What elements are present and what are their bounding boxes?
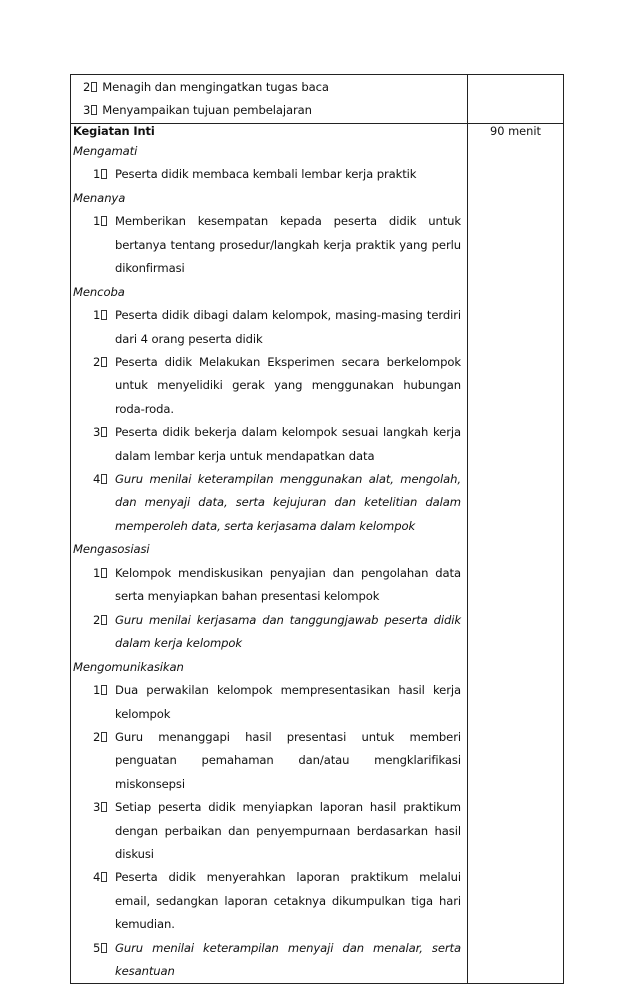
item-number-text: 5: [93, 940, 101, 955]
missing-glyph-icon: [101, 872, 107, 882]
item-number-text: 1: [93, 308, 101, 323]
list-item: [93, 937, 461, 984]
missing-glyph-icon: [91, 82, 97, 92]
list-item: [93, 866, 461, 936]
list-item: [93, 421, 461, 468]
item-number: [93, 726, 115, 796]
list-item: [93, 796, 461, 866]
item-text: Peserta didik bekerja dalam kelompok sesuai langkah kerja dalam lembar kerja untuk mendapatkan data: [115, 425, 461, 463]
item-number-text: 1: [93, 565, 101, 580]
section-heading-kegiatan-inti: Kegiatan Inti: [73, 123, 155, 138]
item-number: 3: [83, 103, 91, 118]
item-text: Kelompok mendiskusikan penyajian dan pengolahan data serta menyiapkan bahan presentasi kelompok: [115, 565, 461, 604]
list-item: [93, 562, 461, 609]
missing-glyph-icon: [101, 357, 107, 367]
list-item: [93, 679, 461, 726]
item-text: Guru menilai keterampilan menyaji dan menalar, serta kesantuan: [115, 940, 461, 978]
missing-glyph-icon: [101, 802, 107, 812]
item-text: Guru menilai keterampilan menggunakan alat, mengolah, dan menyaji data, serta kejujuran dan ketelitian dalam memperoleh data, serta kerjasama dalam kelompok: [115, 472, 461, 533]
missing-glyph-icon: [101, 943, 107, 953]
subsection-title-mengasosiasi: Mengasosiasi: [73, 542, 150, 557]
subsection-title-mengomunikasikan: Mengomunikasikan: [73, 659, 184, 674]
list-item: [93, 726, 461, 796]
item-number: [93, 421, 115, 468]
item-text: Guru menilai kerjasama dan tanggungjawab peserta didik dalam kerja kelompok: [115, 612, 461, 651]
table-row: [71, 123, 564, 984]
core-activities-cell: [71, 123, 468, 984]
item-number: [93, 796, 115, 866]
item-number: [93, 304, 115, 351]
list-item: [93, 609, 461, 656]
item-text: Peserta didik Melakukan Eksperimen secara berkelompok untuk menyelidiki gerak yang menggunakan hubungan roda-roda.: [115, 355, 461, 416]
item-number-text: 3: [93, 800, 101, 815]
empty-duration-cell: [468, 75, 564, 124]
list-item: [71, 76, 467, 99]
item-number: [93, 210, 115, 280]
item-number-text: 1: [93, 214, 101, 229]
item-number-text: 4: [93, 472, 101, 487]
list-item: [93, 468, 461, 538]
item-number-text: 4: [93, 870, 101, 885]
item-number: [93, 937, 115, 984]
item-number: [93, 351, 115, 421]
missing-glyph-icon: [101, 310, 107, 320]
item-number-text: 1: [93, 167, 101, 182]
item-number: [93, 679, 115, 726]
item-number-text: 2: [93, 729, 101, 744]
item-number: [93, 562, 115, 609]
duration-cell: [468, 123, 564, 984]
item-number-text: 3: [93, 425, 101, 440]
item-number-text: 1: [93, 683, 101, 698]
subsection-title-mencoba: Mencoba: [73, 284, 125, 299]
missing-glyph-icon: [101, 685, 107, 695]
item-number-text: 2: [93, 612, 101, 627]
list-item: [93, 163, 461, 186]
missing-glyph-icon: [101, 474, 107, 484]
missing-glyph-icon: [91, 105, 97, 115]
opening-activities-cell: [71, 75, 468, 124]
item-text: Menagih dan mengingatkan tugas baca: [102, 80, 329, 94]
item-text: Memberikan kesempatan kepada peserta didik untuk bertanya tentang prosedur/langkah kerja praktik yang perlu dikonfirmasi: [115, 214, 461, 276]
item-text: Peserta didik membaca kembali lembar kerja praktik: [115, 167, 417, 182]
list-item: [93, 351, 461, 421]
missing-glyph-icon: [101, 568, 107, 578]
item-text: Peserta didik menyerahkan laporan praktikum melalui email, sedangkan laporan cetaknya dikumpulkan tiga hari kemudian.: [115, 870, 461, 932]
missing-glyph-icon: [101, 615, 107, 625]
subsection-title-mengamati: Mengamati: [73, 143, 138, 158]
subsection-title-menanya: Menanya: [73, 190, 126, 205]
list-item: [71, 99, 467, 122]
lesson-plan-table: [70, 74, 564, 984]
item-number: [93, 163, 115, 186]
item-text: Peserta didik dibagi dalam kelompok, masing-masing terdiri dari 4 orang peserta didik: [115, 308, 461, 346]
item-text: Menyampaikan tujuan pembelajaran: [102, 103, 312, 118]
missing-glyph-icon: [101, 216, 107, 226]
missing-glyph-icon: [101, 169, 107, 179]
item-number: [93, 866, 115, 936]
table-row: [71, 75, 564, 124]
item-text: Guru menanggapi hasil presentasi untuk memberi penguatan pemahaman dan/atau mengklarifikasi miskonsepsi: [115, 729, 461, 791]
item-text: Dua perwakilan kelompok mempresentasikan hasil kerja kelompok: [115, 683, 461, 721]
item-number: [93, 609, 115, 656]
item-number: [93, 468, 115, 538]
item-text: Setiap peserta didik menyiapkan laporan hasil praktikum dengan perbaikan dan penyempurnaan berdasarkan hasil diskusi: [115, 800, 461, 861]
duration-text: 90 menit: [489, 123, 542, 138]
missing-glyph-icon: [101, 427, 107, 437]
item-number-text: 2: [93, 355, 101, 370]
list-item: [93, 304, 461, 351]
item-number: 2: [83, 80, 91, 94]
missing-glyph-icon: [101, 732, 107, 742]
list-item: [93, 210, 461, 280]
